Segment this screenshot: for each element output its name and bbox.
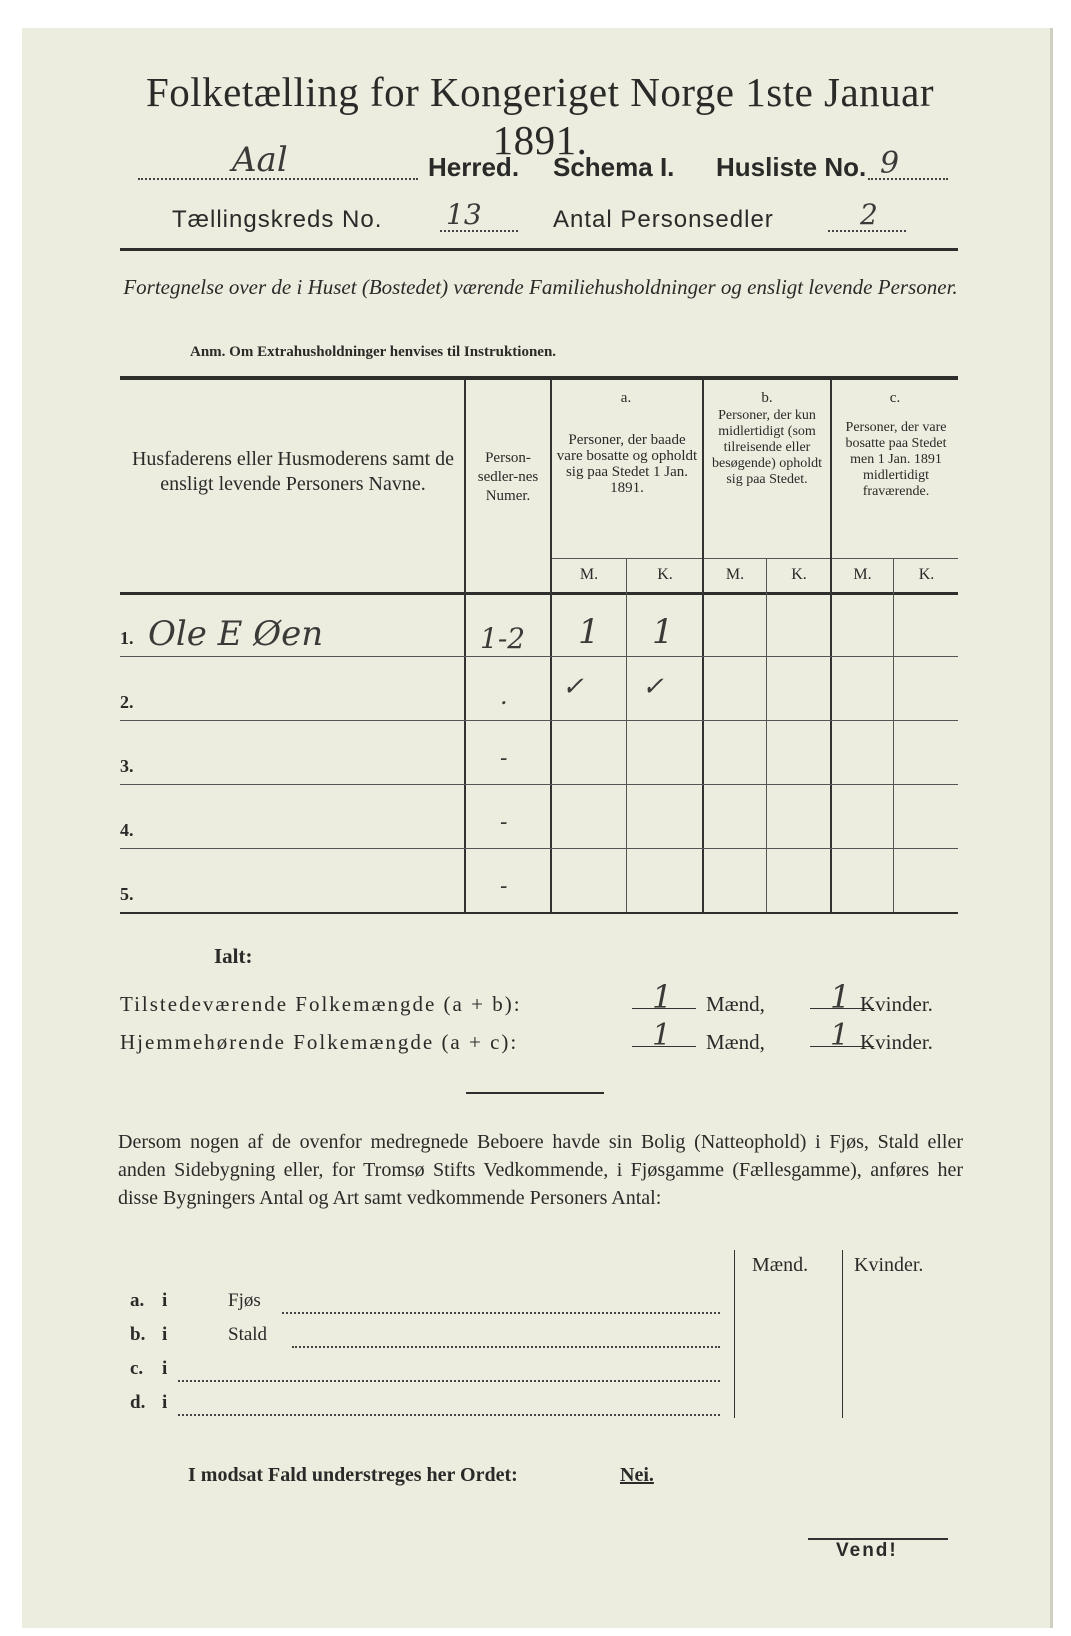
section-divider bbox=[466, 1092, 604, 1094]
m-label: M. bbox=[725, 566, 745, 583]
row-number: 4. bbox=[120, 820, 134, 840]
ialt-label: Ialt: bbox=[214, 944, 253, 968]
row-rule bbox=[120, 720, 958, 721]
maend-label: Mænd, bbox=[706, 1030, 765, 1054]
k-label: K. bbox=[918, 566, 935, 583]
building-i: i bbox=[162, 1392, 168, 1413]
row-rule bbox=[120, 656, 958, 657]
col-c-header: Personer, der vare bosatte paa Stedet men 1 Jan. 1891 midlertidigt fraværende. bbox=[845, 420, 947, 499]
herred-value: Aal bbox=[232, 140, 288, 180]
col-divider bbox=[830, 380, 832, 912]
sedler-number: - bbox=[500, 746, 508, 771]
col-a-header: Personer, der baade vare bosatte og opholdt sig paa Stedet 1 Jan. 1891. bbox=[556, 432, 698, 496]
building-i: i bbox=[162, 1358, 168, 1379]
building-letter: c. bbox=[130, 1358, 144, 1379]
row-rule bbox=[120, 784, 958, 785]
tilstede-label: Tilstedeværende Folkemængde (a + b): bbox=[120, 992, 522, 1016]
present-k: 1 bbox=[652, 612, 674, 652]
check-mark-m: ✓ bbox=[562, 672, 584, 702]
herred-label: Herred. bbox=[428, 152, 520, 182]
col-divider bbox=[893, 558, 894, 912]
col-divider bbox=[842, 1250, 843, 1418]
buildings-maend-header: Mænd. bbox=[752, 1254, 809, 1276]
check-mark-k: ✓ bbox=[642, 672, 664, 702]
husliste-value: 9 bbox=[880, 146, 900, 181]
building-dotted-line bbox=[178, 1394, 720, 1416]
col-divider bbox=[626, 558, 627, 912]
row-number: 5. bbox=[120, 884, 134, 904]
sedler-number: 1-2 bbox=[480, 622, 526, 655]
col-divider bbox=[734, 1250, 735, 1418]
anm-note: Anm. Om Extrahusholdninger henvises til Instruktionen. bbox=[190, 344, 557, 360]
col-divider bbox=[464, 380, 466, 912]
hjemme-kvinder: 1 bbox=[830, 1018, 850, 1053]
table-header-rule bbox=[120, 592, 958, 595]
col-divider bbox=[702, 380, 704, 912]
building-i: i bbox=[162, 1290, 168, 1311]
caption: Fortegnelse over de i Huset (Bostedet) værende Familiehusholdninger og ensligt levende Personer. bbox=[123, 275, 958, 299]
col-number-header: Person-sedler-nes Numer. bbox=[477, 450, 539, 504]
census-form-sheet bbox=[22, 28, 1053, 1628]
building-label: Fjøs bbox=[228, 1290, 261, 1311]
m-label: M. bbox=[579, 566, 599, 583]
hjemme-maend: 1 bbox=[652, 1018, 672, 1053]
k-label: K. bbox=[657, 566, 673, 583]
col-c-letter: c. bbox=[889, 390, 901, 406]
building-letter: d. bbox=[130, 1392, 146, 1413]
husliste-label: Husliste No. bbox=[716, 152, 867, 182]
m-label: M. bbox=[853, 566, 872, 583]
form-title: Folketælling for Kongeriget Norge 1ste Januar 1891. bbox=[145, 69, 935, 163]
row-number: 3. bbox=[120, 756, 134, 776]
col-divider bbox=[550, 380, 552, 912]
tilstede-kvinder: 1 bbox=[830, 978, 851, 1016]
table-top-rule bbox=[120, 376, 958, 380]
hjemme-label: Hjemmehørende Folkemængde (a + c): bbox=[120, 1030, 519, 1054]
antal-label: Antal Personsedler bbox=[553, 206, 774, 233]
buildings-kvinder-header: Kvinder. bbox=[854, 1254, 924, 1276]
row-number: 2. bbox=[120, 692, 134, 712]
col-b-header: Personer, der kun midlertidigt (som tilreisende eller besøgende) opholdt sig paa Stedet. bbox=[711, 408, 823, 487]
k-label: K. bbox=[791, 566, 807, 583]
building-dotted-line bbox=[282, 1292, 720, 1314]
vend-label: Vend! bbox=[836, 1540, 898, 1561]
kreds-value: 13 bbox=[446, 198, 482, 231]
col-a-letter: a. bbox=[620, 390, 632, 406]
nei-instruction: I modsat Fald understreges her Ordet: bbox=[188, 1464, 518, 1486]
row-rule bbox=[120, 848, 958, 849]
kvinder-label: Kvinder. bbox=[860, 1030, 933, 1054]
sedler-number: - bbox=[500, 810, 508, 835]
building-letter: b. bbox=[130, 1324, 146, 1345]
table-bottom-rule bbox=[120, 912, 958, 914]
col-divider bbox=[766, 558, 767, 912]
nei-word: Nei. bbox=[620, 1464, 654, 1486]
resident-name: Ole E Øen bbox=[148, 614, 324, 654]
kreds-label: Tællingskreds No. bbox=[172, 206, 383, 233]
tilstede-maend: 1 bbox=[652, 978, 673, 1016]
instruction-paragraph: Dersom nogen af de ovenfor medregnede Beboere havde sin Bolig (Natteophold) i Fjøs, Stald eller anden Sidebygning eller, for Tromsø Stifts Vedkommende, i Fjøsgamme (Fællesgamme), anføres her disse Bygningers Antal og Art samt vedkommende Personers Antal: bbox=[118, 1131, 963, 1209]
schema-label: Schema I. bbox=[553, 152, 675, 182]
building-label: Stald bbox=[228, 1324, 268, 1345]
header-rule bbox=[120, 248, 958, 251]
building-dotted-line bbox=[292, 1326, 720, 1348]
building-i: i bbox=[162, 1324, 168, 1345]
antal-value: 2 bbox=[860, 198, 878, 231]
building-dotted-line bbox=[178, 1360, 720, 1382]
col-b-letter: b. bbox=[761, 390, 773, 406]
mk-rule bbox=[552, 558, 958, 559]
sedler-number: - bbox=[500, 874, 508, 899]
row-number: 1. bbox=[120, 628, 134, 648]
sedler-number: . bbox=[500, 682, 508, 710]
col-names-header: Husfaderens eller Husmoderens samt de ensligt levende Personers Navne. bbox=[131, 448, 455, 495]
kvinder-label: Kvinder. bbox=[860, 992, 933, 1016]
present-m: 1 bbox=[578, 612, 600, 652]
maend-label: Mænd, bbox=[706, 992, 765, 1016]
building-letter: a. bbox=[130, 1290, 145, 1311]
